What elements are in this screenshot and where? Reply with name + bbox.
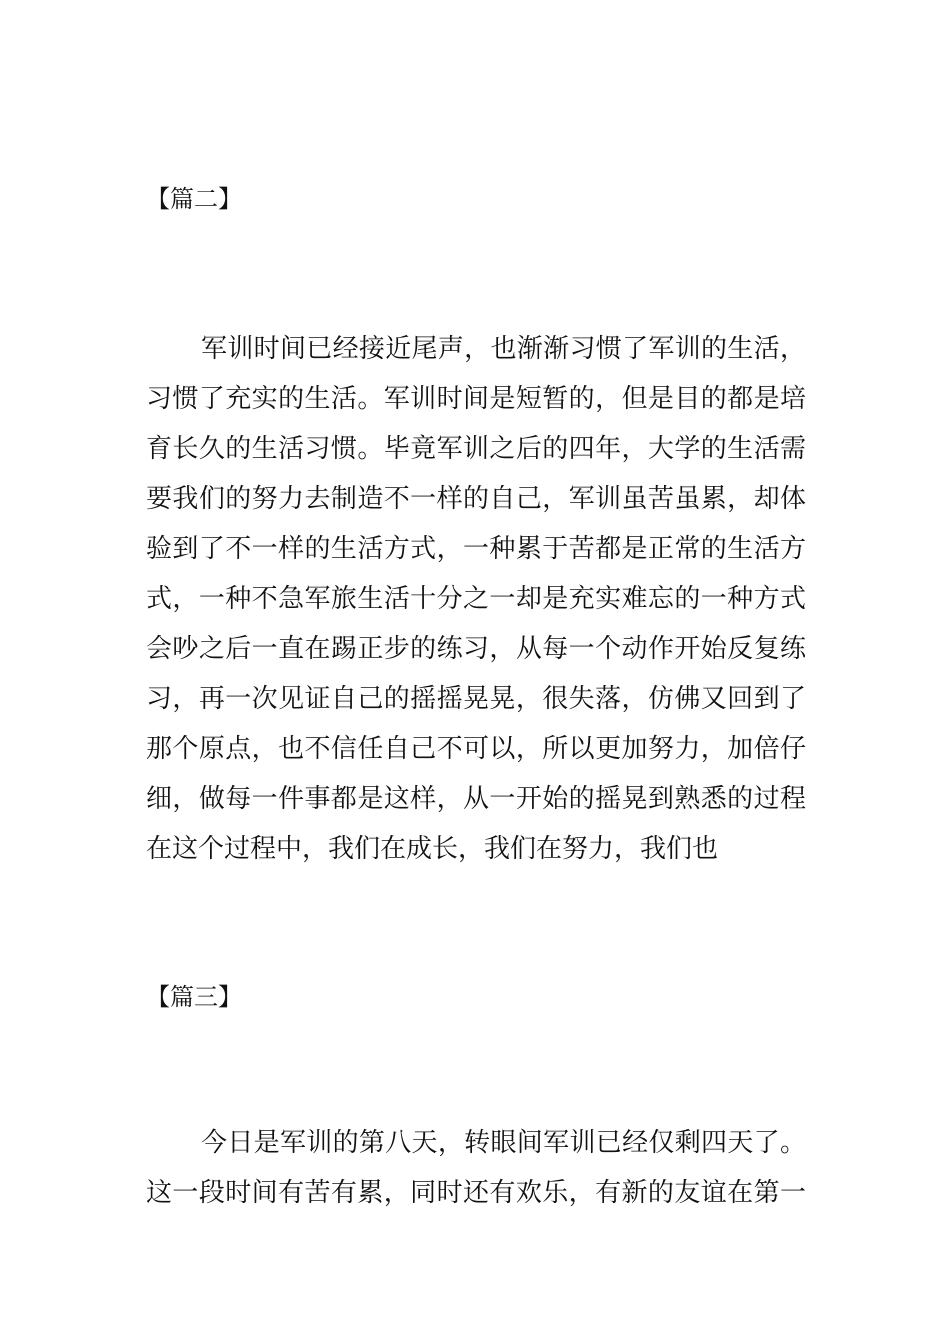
section-2-heading: 【篇二】 [146, 185, 242, 213]
paragraph-line: 育长久的生活习惯。毕竟军训之后的四年，大学的生活需 [146, 434, 806, 464]
paragraph-line: 习惯了充实的生活。军训时间是短暂的，但是目的都是培 [146, 384, 806, 414]
paragraph-line: 在这个过程中，我们在成长，我们在努力，我们也 [146, 834, 719, 864]
paragraph-line: 细，做每一件事都是这样，从一开始的摇晃到熟悉的过程 [146, 784, 806, 814]
paragraph-line: 习，再一次见证自己的摇摇晃晃，很失落，仿佛又回到了 [146, 684, 806, 714]
paragraph-line: 那个原点，也不信任自己不可以，所以更加努力，加倍仔 [146, 734, 806, 764]
paragraph-line: 验到了不一样的生活方式，一种累于苦都是正常的生活方 [146, 534, 806, 564]
paragraph-line: 会吵之后一直在踢正步的练习，从每一个动作开始反复练 [146, 634, 806, 664]
paragraph-line: 式，一种不急军旅生活十分之一却是充实难忘的一种方式 [146, 584, 806, 614]
paragraph-line: 这一段时间有苦有累，同时还有欢乐，有新的友谊在第一 [146, 1178, 806, 1208]
section-2-paragraph [146, 324, 806, 874]
paragraph-line: 今日是军训的第八天，转眼间军训已经仅剩四天了。 [201, 1128, 806, 1158]
paragraph-line: 军训时间已经接近尾声，也渐渐习惯了军训的生活， [201, 334, 806, 364]
section-3-paragraph [146, 1118, 806, 1218]
section-3-heading: 【篇三】 [146, 983, 242, 1011]
paragraph-line: 要我们的努力去制造不一样的自己，军训虽苦虽累，却体 [146, 484, 806, 514]
